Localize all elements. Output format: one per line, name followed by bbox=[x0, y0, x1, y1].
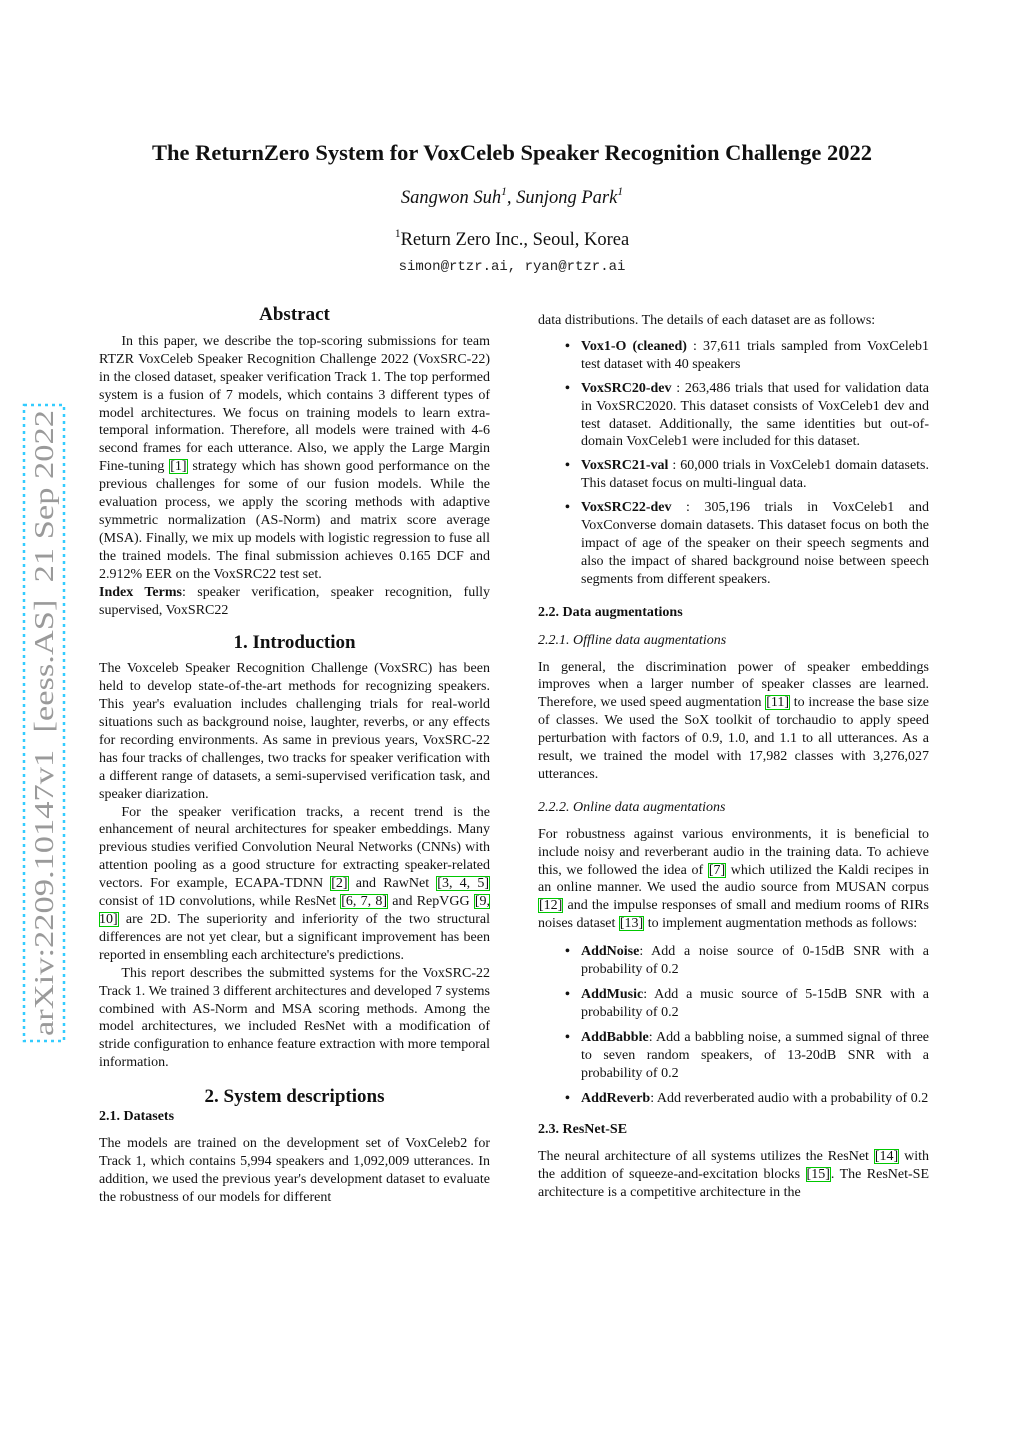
list-item: • AddBabble: Add a babbling noise, a summed signal of three to seven random speakers, of 13-20dB SNR with a probability of 0.2 bbox=[581, 1029, 929, 1083]
citation-link[interactable]: [13] bbox=[619, 916, 644, 932]
list-item: • VoxSRC22-dev : 305,196 trials in VoxCeleb1 and VoxConverse domain datasets. This dataset focus on both the impact of age of the speaker on their speech segments and also the impact of shared background noise between speech segments from different speakers. bbox=[581, 499, 929, 589]
intro-paragraph: This report describes the submitted systems for the VoxSRC-22 Track 1. We trained 3 different architectures and developed 7 systems combined with AS-Norm and MSA scoring methods. Among the model architectures, we included ResNet with a modification of stride configuration to enhance feature extraction with more temporal information. bbox=[99, 965, 490, 1071]
left-column bbox=[99, 306, 490, 1207]
dataset-list bbox=[538, 338, 929, 589]
author-name: Sangwon Suh bbox=[400, 188, 502, 208]
list-item: • AddReverb: Add reverberated audio with a probability of 0.2 bbox=[581, 1090, 929, 1108]
affiliation bbox=[60, 230, 964, 251]
author-name: Sunjong Park bbox=[516, 188, 618, 208]
online-augmentation-paragraph: For robustness against various environments, it is beneficial to include noisy and reverberant audio in the training data. To achieve this, we followed the idea of [7] which utilized the Kaldi recipes in an online manner. We used the audio source from MUSAN corpus [12] and the impulse responses of small and medium rooms of RIRs noises dataset [13] to implement augmentation methods as follows: bbox=[538, 826, 929, 932]
datasets-paragraph: The models are trained on the development set of VoxCeleb2 for Track 1, which contains 5,994 speakers and 1,092,009 utterances. In addition, we used the previous year's development dataset to evaluate the robustness of our models for different bbox=[99, 1135, 490, 1205]
subsection-heading-data-augmentations: 2.2. Data augmentations bbox=[538, 604, 683, 620]
intro-paragraph: The Voxceleb Speaker Recognition Challenge (VoxSRC) has been held to develop state-of-the-art methods for recognizing speakers. This year's evaluation includes challenging trials for real-world situations such as background noise, laughter, reverbs, or any effects for recording environments. As same in previous years, VoxSRC-22 has four tracks of challenges, two tracks for speaker verification with a different range of datasets, a semi-supervised verification task, and speaker diarization. bbox=[99, 661, 490, 802]
citation-link[interactable]: [3, 4, 5] bbox=[437, 876, 490, 892]
intro-paragraph: For the speaker verification tracks, a recent trend is the enhancement of neural architectures for speaker embeddings. Many previous studies verified Convolution Neural Networks (CNNs) with attention pooling as a good structure for extracting speaker-related vectors. For example, ECAPA-TDNN [2] and RawNet [3, 4, 5] consist of 1D convolutions, while ResNet [6, 7, 8] and RepVGG [9, 10] are 2D. The superiority and inferiority of the two structural differences are not yet clear, but a significant improvement has been reported in ensembling each architecture's predictions. bbox=[99, 804, 490, 963]
affiliation-mark: 1 bbox=[394, 228, 401, 241]
citation-link[interactable]: [11] bbox=[766, 695, 790, 711]
citation-link[interactable]: [1] bbox=[170, 459, 187, 475]
list-item: • VoxSRC21-val : 60,000 trials in VoxCeleb1 domain datasets. This dataset focus on multi-lingual data. bbox=[581, 457, 929, 493]
list-item: • AddMusic: Add a music source of 5-15dB SNR with a probability of 0.2 bbox=[581, 986, 929, 1022]
citation-link[interactable]: [6, 7, 8] bbox=[341, 894, 388, 910]
citation-link[interactable]: [2] bbox=[331, 876, 348, 892]
datasets-paragraph-continued: data distributions. The details of each dataset are as follows: bbox=[538, 313, 876, 328]
citation-link[interactable]: [9, 10] bbox=[99, 894, 490, 927]
subsection-heading-datasets: 2.1. Datasets bbox=[99, 1109, 175, 1125]
citation-link[interactable]: [15] bbox=[806, 1167, 830, 1183]
section-heading-introduction: 1. Introduction bbox=[233, 632, 356, 654]
citation-link[interactable]: [7] bbox=[708, 862, 726, 878]
arxiv-stamp-text: arXiv:2209.10147v1 [eess.AS] 21 Sep 2022 bbox=[29, 545, 59, 1036]
list-item: • Vox1-O (cleaned) : 37,611 trials sampled from VoxCeleb1 test dataset with 40 speakers bbox=[581, 338, 929, 374]
subsubsection-heading-online: 2.2.2. Online data augmentations bbox=[538, 799, 726, 815]
section-heading-system-descriptions: 2. System descriptions bbox=[204, 1086, 385, 1108]
author-list: Sangwon Suh$^1$, Sunjong Park$^1$ bbox=[400, 186, 624, 208]
list-item: • VoxSRC20-dev : 263,486 trials that used for validation data in VoxSRC2020. This dataset consists of VoxCeleb1 dev and test dataset. Additionally, the same identities but out-of-domain VoxCeleb1 were included for this dataset. bbox=[581, 380, 929, 452]
offline-augmentation-paragraph: In general, the discrimination power of speaker embeddings improves when a larger number of speaker classes are learned. Therefore, we used speed augmentation [11] to increase the base size of classes. We used the SoX toolkit of torchaudio to apply speed perturbation with factors of 0.9, 1.0, and 1.1 to all utterances. As a result, we trained the model with 17,982 classes with 3,276,027 utterances. bbox=[538, 659, 930, 782]
subsection-heading-resnet-se: 2.3. ResNet-SE bbox=[538, 1122, 628, 1138]
abstract-heading: Abstract bbox=[259, 304, 330, 325]
author-affil-mark: 1 bbox=[501, 186, 507, 199]
author-emails: simon@rtzr.ai, ryan@rtzr.ai bbox=[398, 259, 626, 275]
paper-title: The ReturnZero System for VoxCeleb Speaker Recognition Challenge 2022 bbox=[152, 140, 872, 165]
index-terms: Index Terms: speaker verification, speaker recognition, fully supervised, VoxSRC22 bbox=[99, 584, 491, 618]
right-column bbox=[538, 312, 929, 1202]
author-affil-mark: 1 bbox=[617, 186, 624, 199]
citation-link[interactable]: [14] bbox=[874, 1149, 899, 1165]
resnet-paragraph: The neural architecture of all systems utilizes the ResNet [14] with the addition of squeeze-and-excitation blocks [15]. The ResNet-SE architecture is a competitive architecture in the bbox=[538, 1149, 930, 1201]
citation-link[interactable]: [12] bbox=[539, 898, 563, 914]
affiliation-text: Return Zero Inc., Seoul, Korea bbox=[400, 230, 630, 250]
augmentation-list bbox=[538, 943, 929, 1107]
list-item: • AddNoise: Add a noise source of 0-15dB SNR with a probability of 0.2 bbox=[581, 943, 929, 979]
subsubsection-heading-offline: 2.2.1. Offline data augmentations bbox=[538, 632, 727, 648]
arxiv-stamp bbox=[22, 403, 66, 1043]
abstract-text: In this paper, we describe the top-scoring submissions for team RTZR VoxCeleb Speaker Recognition Challenge 2022 (VoxSRC-22) in the closed dataset, speaker verification Track 1. The top performed system is a fusion of 7 models, which contains 3 different types of model architectures. We focus on training models to learn extra-temporal information. Therefore, all models were trained with 4-6 second frames for each utterance. Also, we apply the Large Margin Fine-tuning [1] strategy which has shown good performance on the previous challenges for some of our fusion models. While the evaluation process, we apply the scoring methods with adaptive symmetric normalization (AS-Norm) and matrix score average (MSA). Finally, we mix up models with logistic regression to fuse all the trained models. The final submission achieves 0.165 DCF and 2.912% EER on the VoxSRC22 test set. bbox=[99, 333, 490, 582]
